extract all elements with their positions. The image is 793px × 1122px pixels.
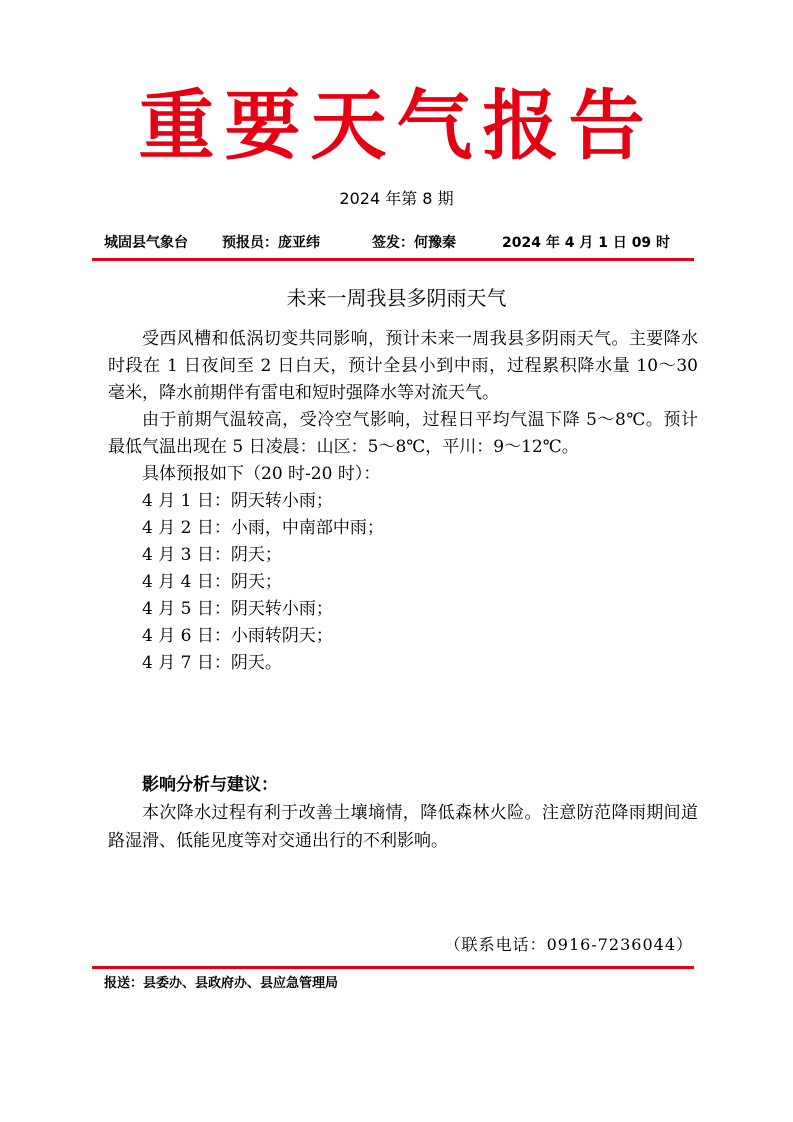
header-meta	[104, 233, 704, 253]
contact-phone: （联系电话：0916-7236044）	[444, 935, 693, 954]
forecast-day: 4 月 2 日：小雨，中南部中雨；	[142, 518, 384, 538]
impact-advice	[108, 799, 698, 855]
report-body	[108, 326, 698, 677]
forecast-day: 4 月 4 日：阴天；	[142, 572, 282, 592]
issue-number: 2024 年第 8 期	[339, 189, 454, 208]
forecast-day: 4 月 6 日：小雨转阴天；	[142, 626, 333, 646]
impact-text: 本次降水过程有利于改善土壤墒情，降低森林火险。注意防范降雨期间道路湿滑、低能见度等对交通出行的不利影响。	[108, 803, 698, 851]
signer: 签发：何豫秦	[372, 235, 456, 251]
paragraph: 具体预报如下（20 时-20 时）：	[142, 464, 381, 484]
forecast-day: 4 月 7 日：阴天。	[142, 653, 282, 673]
forecast-day: 4 月 5 日：阴天转小雨；	[142, 599, 333, 619]
impact-heading: 影响分析与建议：	[142, 775, 278, 795]
forecaster: 预报员：庞亚纬	[222, 235, 320, 251]
header-divider	[92, 258, 694, 261]
footer-divider	[92, 966, 694, 969]
paragraph: 受西风槽和低涡切变共同影响，预计未来一周我县多阴雨天气。主要降水时段在 1 日夜间至 2 日白天，预计全县小到中雨，过程累积降水量 10～30 毫米，降水前期伴有雷电和短时强降水等对流天气。	[108, 329, 698, 403]
distribution-list: 报送：县委办、县政府办、县应急管理局	[104, 976, 339, 991]
issue-datetime: 2024 年 4 月 1 日 09 时	[502, 235, 671, 251]
forecast-day: 4 月 3 日：阴天；	[142, 545, 282, 565]
report-title: 未来一周我县多阴雨天气	[286, 286, 507, 310]
masthead-title: 重要天气报告	[138, 81, 655, 170]
paragraph: 由于前期气温较高，受冷空气影响，过程日平均气温下降 5～8℃。预计最低气温出现在 5 日凌晨：山区：5～8℃，平川：9～12℃。	[108, 410, 698, 457]
issuing-office: 城固县气象台	[104, 235, 188, 251]
forecast-day: 4 月 1 日：阴天转小雨；	[142, 491, 333, 511]
